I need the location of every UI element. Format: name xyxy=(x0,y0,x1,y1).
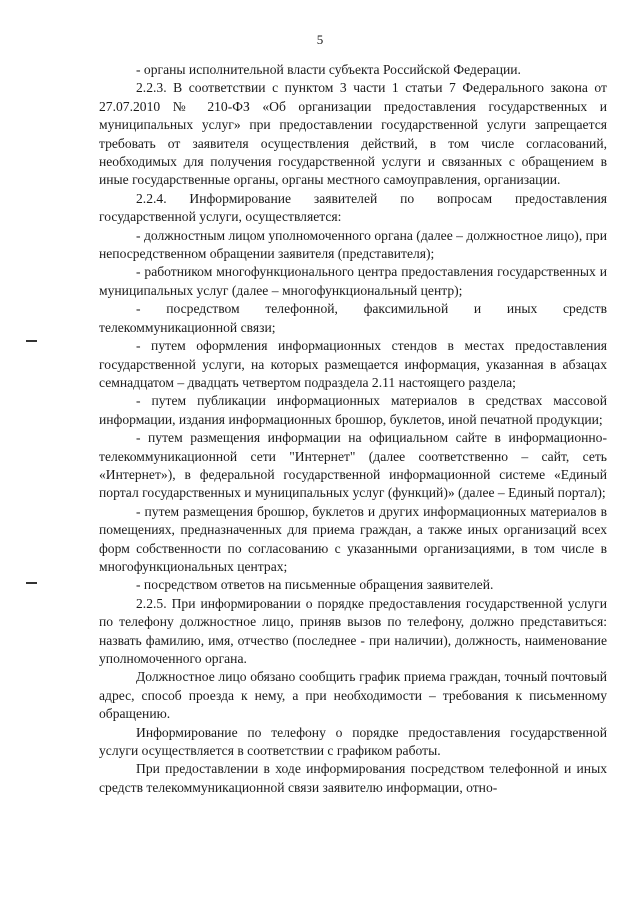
document-body xyxy=(99,61,607,797)
paragraph: При предоставлении в ходе информирования посредством телефонной и иных средств телекоммуникационной связи заявителю информации, отно- xyxy=(99,761,607,795)
paragraph: - путем оформления информационных стендов в местах предоставления государственной услуги, на которых размещается информация, указанная в абзацах семнадцатом – двадцать четвертом подраздела 2.11 настоящего раздела; xyxy=(99,338,607,390)
paragraph: - путем размещения информации на официальном сайте в информационно-телекоммуникационной сети "Интернет" (далее соответственно – сайт, сеть «Интернет»), в федеральной государственной информационной системе «Единый портал государственных и муниципальных услуг (функций)» (далее – Единый портал); xyxy=(99,430,607,501)
paragraph: - посредством телефонной, факсимильной и иных средств телекоммуникационной связи; xyxy=(99,301,607,335)
paragraph: 2.2.3. В соответствии с пунктом 3 части 1 статьи 7 Федерального закона от 27.07.2010 № 210-ФЗ «Об организации предоставления государственных и муниципальных услуг» при предоставлении государственной услуги запрещается требовать от заявителя осуществления действий, в том числе согласований, необходимых для получения государственной услуги и связанных с обращением в иные государственные органы, органы местного самоуправления, организации. xyxy=(99,80,607,188)
margin-mark xyxy=(26,582,37,584)
paragraph: - должностным лицом уполномоченного органа (далее – должностное лицо), при непосредственном обращении заявителя (представителя); xyxy=(99,227,607,262)
paragraph: - путем размещения брошюр, буклетов и других информационных материалов в помещениях, предназначенных для приема граждан, а также иных организаций всех форм собственности по согласованию с указанными организациями, в том числе в многофункциональных центрах; xyxy=(99,503,607,574)
margin-mark xyxy=(26,340,37,342)
page-number: 5 xyxy=(316,32,324,47)
paragraph: - посредством ответов на письменные обращения заявителей. xyxy=(136,577,494,593)
paragraph: Должностное лицо обязано сообщить график приема граждан, точный почтовый адрес, способ проезда к нему, а при необходимости – требования к письменному обращению. xyxy=(99,669,607,722)
paragraph: 2.2.4. Информирование заявителей по вопросам предоставления государственной услуги, осуществляется: xyxy=(99,190,607,225)
paragraph: Информирование по телефону о порядке предоставления государственной услуги осуществляется в соответствии с графиком работы. xyxy=(99,724,607,759)
paragraph: - путем публикации информационных материалов в средствах массовой информации, издания информационных брошюр, буклетов, иной печатной продукции; xyxy=(99,393,607,427)
paragraph: - работником многофункционального центра предоставления государственных и муниципальных услуг (далее – многофункциональный центр); xyxy=(99,264,607,298)
paragraph: 2.2.5. При информировании о порядке предоставления государственной услуги по телефону должностное лицо, приняв вызов по телефону, должно представиться: назвать фамилию, имя, отчество (последнее - при наличии), должность, наименование уполномоченного органа. xyxy=(99,595,607,666)
paragraph: - органы исполнительной власти субъекта Российской Федерации. xyxy=(136,62,521,77)
